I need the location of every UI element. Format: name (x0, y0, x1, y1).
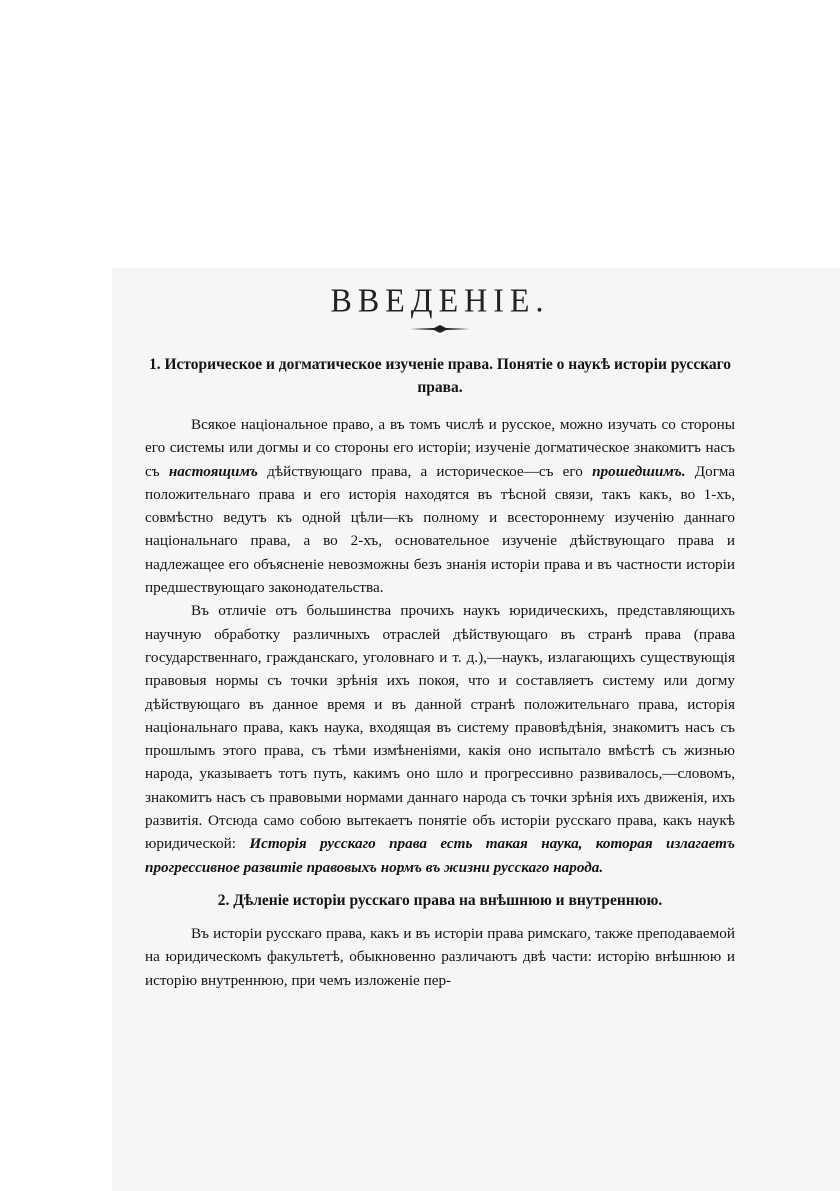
section-1-paragraph-2 (145, 599, 735, 879)
page-title: ВВЕДЕНIЕ. (330, 281, 550, 319)
title-ornament-icon (410, 325, 470, 333)
text-run: Догма положительнаго права и его исторія находятся въ тѣсной связи, такъ какъ, во 1-хъ, совмѣстно ведутъ къ одной цѣли—къ полному и всестороннему изученію даннаго національнаго права, а во 2-хъ, основательное изученіе дѣйствующаго права и надлежащее его объясненіе невозможны безъ знанія исторіи права и въ частности исторіи предшествующаго законодательства. (145, 462, 735, 597)
text-run: Въ отличіе отъ большинства прочихъ наукъ юридическихъ, представляющихъ научную обработку различныхъ отраслей дѣйствующаго въ странѣ права (права государственнаго, гражданскаго, уголовнаго и т. д.),—наукъ, излагающихъ существующія правовыя нормы съ точки зрѣнія ихъ покоя, что и составляетъ систему или догму дѣйствующаго въ данное время и въ данной странѣ положительнаго права, исторія національнаго права, какъ наука, входящая въ систему правовѣдѣнія, знакомитъ насъ съ прошлымъ этого права, съ тѣми измѣненіями, какія оно испытало вмѣстѣ съ жизнью народа, указываетъ тотъ путь, какимъ оно шло и прогрессивно развивалось,—словомъ, знакомитъ насъ съ правовыми нормами даннаго народа съ точки зрѣнія ихъ движенія, ихъ развитія. Отсюда само собою вытекаетъ понятіе объ исторіи русскаго права, какъ наукѣ юридической: (145, 602, 735, 853)
page-content (145, 282, 735, 992)
section-1-heading: 1. Историческое и догматическое изученіе права. Понятіе о наукѣ исторіи русскаго права. (148, 356, 732, 396)
emphasis-present: настоящимъ (168, 462, 258, 480)
section-2-heading: 2. Дѣленіе исторіи русскаго права на внѣшнюю и внутреннюю. (217, 891, 663, 909)
text-run: дѣйствующаго права, а историческое—съ его (257, 462, 593, 480)
section-2-paragraph-1: Въ исторіи русскаго права, какъ и въ исторіи права римскаго, также преподаваемой на юридическомъ факультетѣ, обыкновенно различаютъ двѣ части: исторію внѣшнюю и исторію внутреннюю, при чемъ изложеніе пер- (145, 924, 735, 989)
text-run: Всякое національное право, а въ томъ числѣ и русское, можно изучать со стороны его системы или догмы и со стороны его исторіи; изученіе догматическое знакомитъ насъ съ (145, 416, 735, 480)
definition-emphasis: Исторія русскаго права есть такая наука, которая излагаетъ прогрессивное развитіе правовыхъ нормъ въ жизни русскаго народа. (145, 835, 735, 876)
section-1-paragraph-1 (145, 413, 735, 599)
emphasis-past: прошедшимъ. (592, 462, 686, 480)
